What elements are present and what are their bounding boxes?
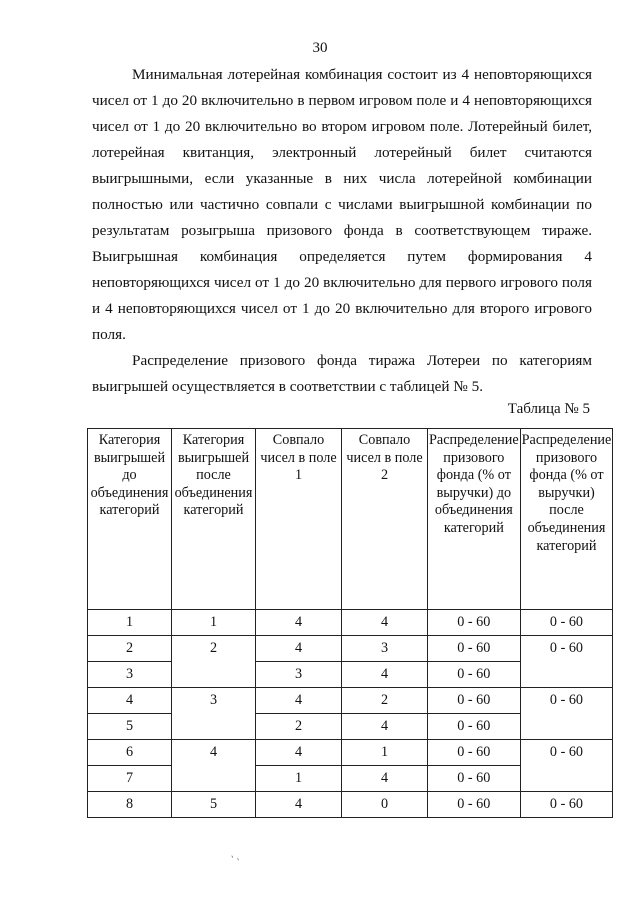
cell-field-2: 0 [342, 792, 428, 818]
prize-distribution-table [87, 428, 613, 818]
cell-field-2: 3 [342, 636, 428, 662]
cell-distribution-after: 0 - 60 [520, 792, 613, 818]
cell-distribution-after: 0 - 60 [520, 740, 613, 792]
cell-distribution-after: 0 - 60 [520, 688, 613, 740]
paragraph-lottery-combination: Минимальная лотерейная комбинация состоит из 4 неповторяющихся чисел от 1 до 20 включительно в первом игровом поле и 4 неповторяющихся чисел от 1 до 20 включительно во втором игровом поле. Лотерейный билет, лотерейная квитанция, электронный лотерейный билет считаются выигрышными, если указанные в них числа лотерейной комбинации полностью или частично совпали с числами выигрышной комбинации по результатам розыгрыша призового фонда в соответствующем тираже. Выигрышная комбинация определяется путем формирования 4 неповторяющихся чисел от 1 до 20 включительно для первого игрового поля и 4 неповторяющихся чисел от 1 до 20 включительно для второго игрового поля. [92, 66, 592, 343]
cell-field-2: 4 [342, 714, 428, 740]
cell-category-before: 3 [88, 662, 172, 688]
cell-distribution-before: 0 - 60 [428, 740, 521, 766]
cell-category-after: 3 [172, 688, 256, 740]
cell-field-2: 4 [342, 766, 428, 792]
cell-category-before: 4 [88, 688, 172, 714]
cell-category-after: 4 [172, 740, 256, 792]
cell-distribution-before: 0 - 60 [428, 714, 521, 740]
cell-field-1: 4 [256, 688, 342, 714]
cell-category-before: 8 [88, 792, 172, 818]
header-matched-field-1: Совпало чисел в поле 1 [256, 429, 342, 610]
table-row [88, 740, 613, 766]
table-header-row [88, 429, 613, 610]
scan-artifact-mark: ˎ ˏ [229, 846, 245, 862]
cell-field-1: 4 [256, 636, 342, 662]
cell-field-1: 4 [256, 610, 342, 636]
cell-distribution-after: 0 - 60 [520, 636, 613, 688]
table-row [88, 688, 613, 714]
cell-category-after: 5 [172, 792, 256, 818]
page-number: 30 [312, 40, 328, 56]
cell-distribution-before: 0 - 60 [428, 610, 521, 636]
cell-distribution-before: 0 - 60 [428, 662, 521, 688]
cell-category-before: 7 [88, 766, 172, 792]
header-matched-field-2: Совпало чисел в поле 2 [342, 429, 428, 610]
cell-distribution-before: 0 - 60 [428, 792, 521, 818]
header-category-after: Категория выигрышей после объединения категорий [172, 429, 256, 610]
cell-field-1: 4 [256, 792, 342, 818]
table-row [88, 610, 613, 636]
cell-distribution-before: 0 - 60 [428, 766, 521, 792]
cell-field-2: 2 [342, 688, 428, 714]
cell-category-after: 2 [172, 636, 256, 688]
cell-field-1: 2 [256, 714, 342, 740]
cell-distribution-before: 0 - 60 [428, 636, 521, 662]
cell-distribution-before: 0 - 60 [428, 688, 521, 714]
header-category-before: Категория выигрышей до объединения категорий [88, 429, 172, 610]
table-row [88, 792, 613, 818]
cell-field-2: 4 [342, 662, 428, 688]
cell-field-1: 4 [256, 740, 342, 766]
cell-field-2: 4 [342, 610, 428, 636]
cell-category-before: 5 [88, 714, 172, 740]
cell-category-before: 1 [88, 610, 172, 636]
cell-field-2: 1 [342, 740, 428, 766]
cell-field-1: 3 [256, 662, 342, 688]
paragraph-prize-distribution: Распределение призового фонда тиража Лотереи по категориям выигрышей осуществляется в соответствии с таблицей № 5. [92, 352, 592, 395]
header-distribution-after: Распределение призового фонда (% от выручки) после объединения категорий [520, 429, 613, 610]
cell-distribution-after: 0 - 60 [520, 610, 613, 636]
cell-category-before: 6 [88, 740, 172, 766]
table-caption: Таблица № 5 [507, 401, 590, 417]
header-distribution-before: Распределение призового фонда (% от выручки) до объединения категорий [428, 429, 521, 610]
table-row [88, 636, 613, 662]
cell-category-after: 1 [172, 610, 256, 636]
cell-category-before: 2 [88, 636, 172, 662]
cell-field-1: 1 [256, 766, 342, 792]
